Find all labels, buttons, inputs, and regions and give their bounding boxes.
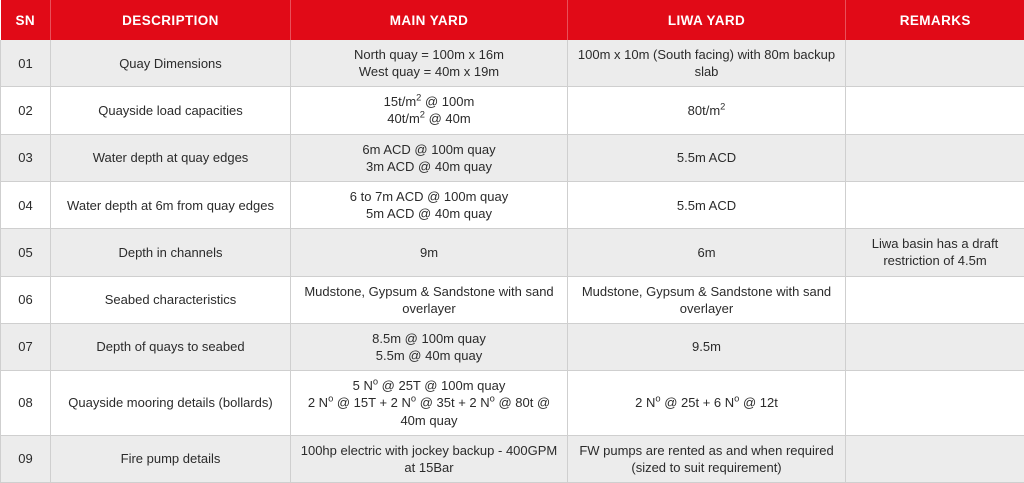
cell-description: Depth of quays to seabed [51, 323, 291, 370]
cell-text-line: 5.5m ACD [573, 149, 840, 166]
cell-liwa-yard [568, 435, 846, 482]
cell-sn: 08 [1, 371, 51, 435]
cell-liwa-yard [568, 87, 846, 134]
column-header-description: DESCRIPTION [51, 0, 291, 40]
table-row [1, 371, 1024, 435]
main-yard-value [296, 330, 562, 364]
cell-main-yard [291, 181, 568, 228]
header-row [1, 0, 1024, 40]
cell-text-line: 5m ACD @ 40m quay [296, 205, 562, 222]
cell-description: Seabed characteristics [51, 276, 291, 323]
cell-liwa-yard [568, 134, 846, 181]
main-yard-value [296, 377, 562, 428]
cell-liwa-yard [568, 229, 846, 276]
cell-main-yard [291, 40, 568, 87]
cell-liwa-yard [568, 323, 846, 370]
main-yard-value [296, 442, 562, 476]
cell-text-line: $40t/m^2$ @ 40m [296, 110, 562, 127]
cell-description: Quay Dimensions [51, 40, 291, 87]
cell-remarks [846, 276, 1024, 323]
main-yard-value [296, 283, 562, 317]
cell-remarks [846, 40, 1024, 87]
main-yard-value [296, 188, 562, 222]
cell-text-line: 100hp electric with jockey backup - 400GPM at 15Bar [296, 442, 562, 476]
cell-description: Quayside mooring details (bollards) [51, 371, 291, 435]
cell-sn: 05 [1, 229, 51, 276]
cell-text-line: 2 $N^o$ @ 25t + 6 $N^o$ @ 12t [573, 394, 840, 411]
cell-liwa-yard [568, 371, 846, 435]
table-body [1, 40, 1024, 482]
cell-remarks [846, 134, 1024, 181]
cell-main-yard [291, 134, 568, 181]
table-row [1, 229, 1024, 276]
cell-description: Water depth at quay edges [51, 134, 291, 181]
cell-text-line: Mudstone, Gypsum & Sandstone with sand overlayer [573, 283, 840, 317]
liwa-yard-value [573, 442, 840, 476]
main-yard-value [296, 244, 562, 261]
cell-text-line: West quay = 40m x 19m [296, 63, 562, 80]
cell-main-yard [291, 323, 568, 370]
cell-description: Fire pump details [51, 435, 291, 482]
table-row [1, 40, 1024, 87]
main-yard-value [296, 141, 562, 175]
table-row [1, 181, 1024, 228]
liwa-yard-value [573, 394, 840, 411]
cell-description: Depth in channels [51, 229, 291, 276]
cell-liwa-yard [568, 181, 846, 228]
cell-text-line: 3m ACD @ 40m quay [296, 158, 562, 175]
cell-description: Quayside load capacities [51, 87, 291, 134]
cell-text-line: 5.5m @ 40m quay [296, 347, 562, 364]
cell-remarks [846, 181, 1024, 228]
table-row [1, 276, 1024, 323]
cell-remarks [846, 229, 1024, 276]
cell-text-line: $80t/m^2$ [573, 102, 840, 119]
liwa-yard-value [573, 149, 840, 166]
main-yard-value [296, 46, 562, 80]
column-header-sn: SN [1, 0, 51, 40]
table-row [1, 435, 1024, 482]
cell-text-line: 9.5m [573, 338, 840, 355]
liwa-yard-value [573, 244, 840, 261]
cell-main-yard [291, 87, 568, 134]
cell-sn: 02 [1, 87, 51, 134]
cell-liwa-yard [568, 276, 846, 323]
cell-remarks [846, 87, 1024, 134]
liwa-yard-value [573, 197, 840, 214]
column-header-main-yard: MAIN YARD [291, 0, 568, 40]
cell-main-yard [291, 276, 568, 323]
cell-text-line: 6 to 7m ACD @ 100m quay [296, 188, 562, 205]
cell-main-yard [291, 229, 568, 276]
cell-text-line: Liwa basin has a draft restriction of 4.5m [851, 235, 1019, 269]
table-row [1, 134, 1024, 181]
liwa-yard-value [573, 338, 840, 355]
cell-remarks [846, 371, 1024, 435]
cell-text-line: $15t/m^2$ @ 100m [296, 93, 562, 110]
cell-sn: 03 [1, 134, 51, 181]
cell-text-line: 6m [573, 244, 840, 261]
cell-liwa-yard [568, 40, 846, 87]
cell-text-line: 5.5m ACD [573, 197, 840, 214]
cell-text-line: 6m ACD @ 100m quay [296, 141, 562, 158]
cell-text-line: 8.5m @ 100m quay [296, 330, 562, 347]
liwa-yard-value [573, 102, 840, 119]
table-row [1, 87, 1024, 134]
cell-main-yard [291, 435, 568, 482]
cell-description: Water depth at 6m from quay edges [51, 181, 291, 228]
cell-sn: 01 [1, 40, 51, 87]
cell-sn: 07 [1, 323, 51, 370]
cell-sn: 06 [1, 276, 51, 323]
remarks-value [851, 235, 1019, 269]
liwa-yard-value [573, 46, 840, 80]
table-header [1, 0, 1024, 40]
cell-text-line: 9m [296, 244, 562, 261]
cell-text-line: 2 $N^o$ @ 15T + 2 $N^o$ @ 35t + 2 $N^o$ @ 80t @ 40m quay [296, 394, 562, 428]
cell-text-line: North quay = 100m x 16m [296, 46, 562, 63]
main-yard-value [296, 93, 562, 127]
cell-sn: 09 [1, 435, 51, 482]
column-header-remarks: REMARKS [846, 0, 1024, 40]
cell-remarks [846, 323, 1024, 370]
cell-sn: 04 [1, 181, 51, 228]
table-row [1, 323, 1024, 370]
cell-text-line: 5 $N^o$ @ 25T @ 100m quay [296, 377, 562, 394]
column-header-liwa-yard: LIWA YARD [568, 0, 846, 40]
cell-text-line: FW pumps are rented as and when required (sized to suit requirement) [573, 442, 840, 476]
cell-remarks [846, 435, 1024, 482]
cell-main-yard [291, 371, 568, 435]
cell-text-line: 100m x 10m (South facing) with 80m backup slab [573, 46, 840, 80]
liwa-yard-value [573, 283, 840, 317]
cell-text-line: Mudstone, Gypsum & Sandstone with sand overlayer [296, 283, 562, 317]
